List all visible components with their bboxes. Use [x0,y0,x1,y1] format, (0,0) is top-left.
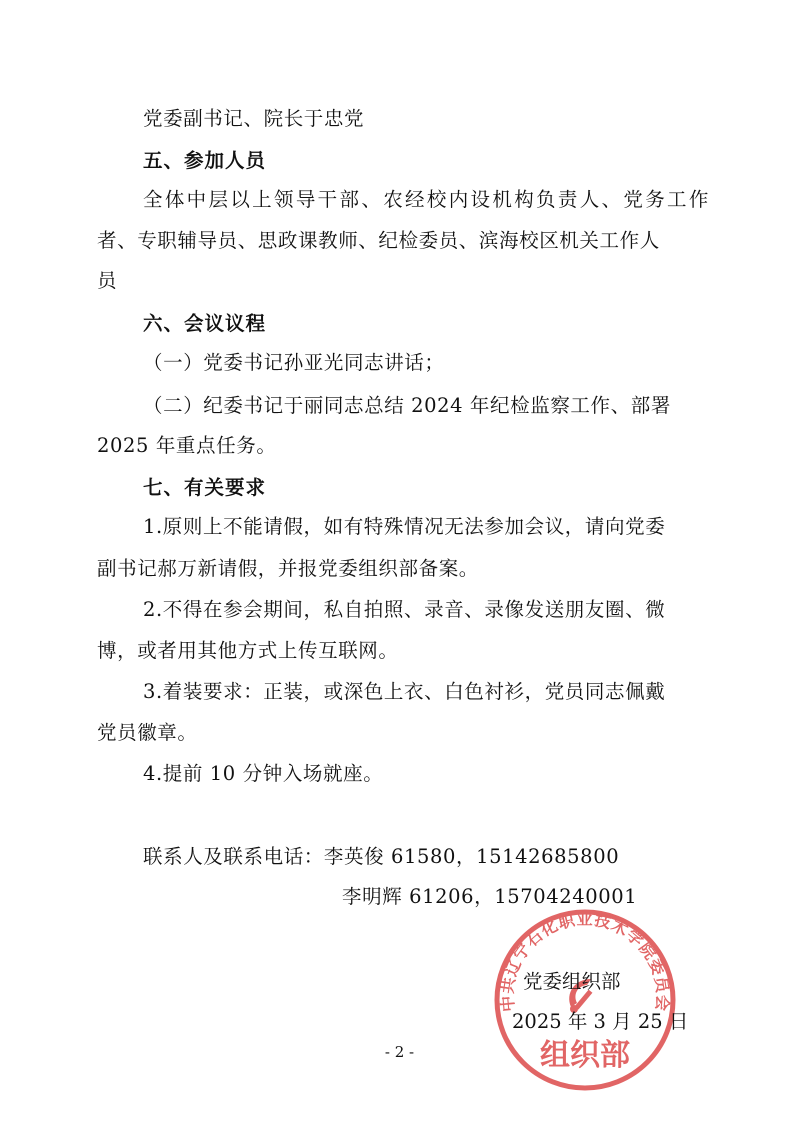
body-line: 党员徽章。 [97,721,198,744]
body-line: 2.不得在参会期间，私自拍照、录音、录像发送朋友圈、微 [143,598,666,621]
section-heading-6: 六、会议议程 [143,312,267,335]
section-heading-5: 五、参加人员 [143,149,267,172]
body-line: 全体中层以上领导干部、农经校内设机构负责人、党务工作 [143,188,709,211]
body-line: 3.着装要求：正装，或深色上衣、白色衬衫，党员同志佩戴 [143,680,666,703]
body-line: （一）党委书记孙亚光同志讲话； [143,351,445,374]
signoff-date: 2025 年 3 月 25 日 [512,1010,689,1033]
contact-line-1: 联系人及联系电话：李英俊 61580，15142685800 [143,845,620,868]
seal-ring-text: 中共辽宁石化职业技术学院委员会 [497,909,673,1013]
body-line: （二）纪委书记于丽同志总结 2024 年纪检监察工作、部署 [143,394,671,417]
body-line: 1.原则上不能请假，如有特殊情况无法参加会议，请向党委 [143,515,666,538]
seal-center-text: 组织部 [540,1038,630,1073]
body-line: 党委副书记、院长于忠党 [143,107,365,130]
body-line: 2025 年重点任务。 [97,434,277,457]
body-line: 者、专职辅导员、思政课教师、纪检委员、滨海校区机关工作人 [97,229,660,252]
page-number: - 2 - [384,1043,415,1061]
body-line: 副书记郝万新请假，并报党委组织部备案。 [97,557,479,580]
signoff-org: 党委组织部 [523,970,621,993]
official-seal [490,905,680,1095]
body-line: 员 [97,269,118,292]
body-line: 4.提前 10 分钟入场就座。 [143,762,384,785]
body-line: 博，或者用其他方式上传互联网。 [97,639,399,662]
contact-line-2: 李明辉 61206，15704240001 [342,885,638,908]
section-heading-7: 七、有关要求 [143,476,267,499]
